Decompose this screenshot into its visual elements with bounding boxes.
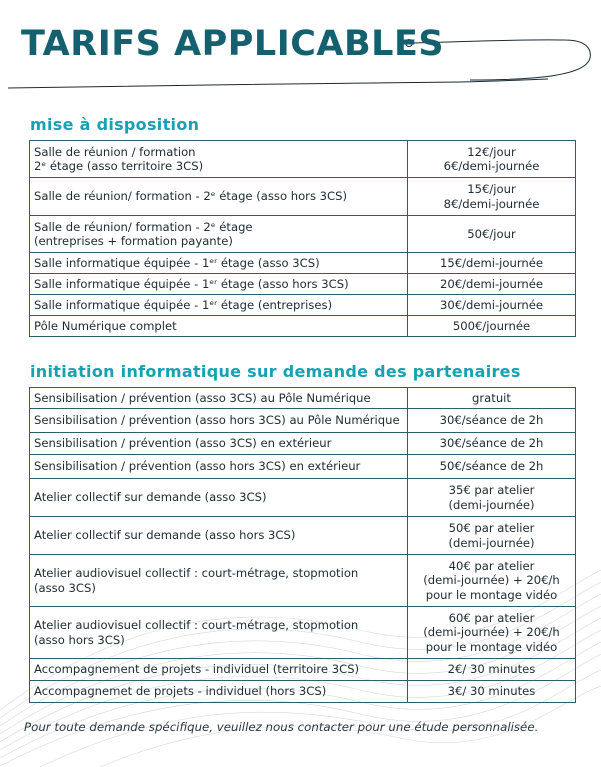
row-description xyxy=(30,253,408,274)
row-price xyxy=(408,316,576,337)
row-price xyxy=(408,659,576,681)
row-description xyxy=(30,274,408,295)
price-line: (demi-journée) xyxy=(448,535,535,550)
row-description xyxy=(30,659,408,681)
price-line: 3€/ 30 minutes xyxy=(447,684,536,699)
row-price xyxy=(408,409,576,433)
row-description xyxy=(30,295,408,316)
row-price xyxy=(408,295,576,316)
footnote: Pour toute demande spécifique, veuillez nous contacter pour une étude personnalisée. xyxy=(24,720,539,734)
row-price xyxy=(408,274,576,295)
row-price xyxy=(408,178,576,216)
description-line: Sensibilisation / prévention (asso 3CS) au Pôle Numérique xyxy=(34,390,371,405)
description-line: Atelier collectif sur demande (asso 3CS) xyxy=(34,490,267,505)
row-description xyxy=(30,555,408,607)
price-line: 15€/jour xyxy=(467,182,516,196)
row-description xyxy=(30,141,408,178)
price-line: 8€/demi-journée xyxy=(443,196,540,211)
description-line: Salle informatique équipée - 1ᵉʳ étage (asso 3CS) xyxy=(34,255,320,270)
row-description xyxy=(30,409,408,433)
table-row xyxy=(30,178,576,216)
price-line: 6€/demi-journée xyxy=(443,159,540,173)
row-description xyxy=(30,517,408,555)
row-price xyxy=(408,216,576,253)
table-row xyxy=(30,517,576,555)
price-line: 500€/journée xyxy=(452,318,531,333)
price-line: 12€/jour xyxy=(467,144,516,159)
description-line: Salle de réunion/ formation - 2ᵉ étage xyxy=(34,219,253,234)
table-row xyxy=(30,253,576,274)
description-line: Salle de réunion/ formation - 2ᵉ étage (asso hors 3CS) xyxy=(34,189,348,204)
table-row xyxy=(30,316,576,337)
table-row xyxy=(30,433,576,455)
price-line: (demi-journée) + 20€/h xyxy=(423,625,560,640)
table-row xyxy=(30,607,576,659)
description-line: Accompagnement de projets - individuel (territoire 3CS) xyxy=(34,662,360,677)
row-price xyxy=(408,517,576,555)
table-row xyxy=(30,216,576,253)
price-line: 35€ par atelier xyxy=(448,483,535,497)
page-title: TARIFS APPLICABLES xyxy=(21,24,445,64)
price-line: 50€/séance de 2h xyxy=(439,459,544,474)
row-description xyxy=(30,681,408,703)
description-line: Atelier audiovisuel collectif : court-métrage, stopmotion xyxy=(34,618,359,632)
table-row xyxy=(30,479,576,517)
row-price xyxy=(408,479,576,517)
price-line: 20€/demi-journée xyxy=(439,276,544,291)
row-price xyxy=(408,388,576,409)
table-row xyxy=(30,295,576,316)
table-row xyxy=(30,274,576,295)
price-line: (demi-journée) + 20€/h xyxy=(423,573,560,588)
description-line: Sensibilisation / prévention (asso hors 3CS) en extérieur xyxy=(34,459,361,474)
table-row xyxy=(30,388,576,409)
description-line: 2ᵉ étage (asso territoire 3CS) xyxy=(34,159,204,173)
price-line: 15€/demi-journée xyxy=(439,255,544,270)
row-description xyxy=(30,607,408,659)
description-line: Salle informatique équipée - 1ᵉʳ étage (entreprises) xyxy=(34,297,333,312)
table-row xyxy=(30,681,576,703)
description-line: Sensibilisation / prévention (asso 3CS) en extérieur xyxy=(34,436,332,451)
description-line: Atelier audiovisuel collectif : court-métrage, stopmotion xyxy=(34,566,359,580)
row-description xyxy=(30,433,408,455)
row-description xyxy=(30,316,408,337)
row-price xyxy=(408,555,576,607)
price-line: 30€/séance de 2h xyxy=(439,413,544,428)
price-line: 40€ par atelier xyxy=(448,558,535,573)
price-line: 60€ par atelier xyxy=(448,610,535,625)
row-price xyxy=(408,141,576,178)
pricing-table-mise-a-disposition xyxy=(29,140,576,337)
description-line: Salle de réunion / formation xyxy=(34,144,196,159)
table-row xyxy=(30,409,576,433)
row-price xyxy=(408,433,576,455)
description-line: Accompagnemet de projets - individuel (hors 3CS) xyxy=(34,684,327,699)
row-description xyxy=(30,216,408,253)
price-line: 50€ par atelier xyxy=(448,521,535,535)
pricing-table-initiation-informatique xyxy=(29,387,576,703)
description-line: Atelier collectif sur demande (asso hors 3CS) xyxy=(34,528,296,543)
description-line: Pôle Numérique complet xyxy=(34,318,177,333)
price-line: 50€/jour xyxy=(467,226,516,241)
table-row xyxy=(30,659,576,681)
description-line: (asso hors 3CS) xyxy=(34,632,125,647)
row-price xyxy=(408,607,576,659)
description-line: Sensibilisation / prévention (asso hors 3CS) au Pôle Numérique xyxy=(34,413,400,428)
table-row xyxy=(30,141,576,178)
price-line: gratuit xyxy=(472,390,511,405)
price-line: 30€/demi-journée xyxy=(439,297,544,312)
row-price xyxy=(408,681,576,703)
description-line: Salle informatique équipée - 1ᵉʳ étage (asso hors 3CS) xyxy=(34,276,349,291)
description-line: (asso 3CS) xyxy=(34,580,96,595)
price-line: 30€/séance de 2h xyxy=(439,436,544,451)
section-title-mise-a-disposition: mise à disposition xyxy=(30,115,200,134)
section-title-initiation-informatique: initiation informatique sur demande des partenaires xyxy=(30,362,521,381)
row-price xyxy=(408,253,576,274)
table-row xyxy=(30,555,576,607)
price-line: pour le montage vidéo xyxy=(425,587,558,602)
table-row xyxy=(30,455,576,479)
price-line: 2€/ 30 minutes xyxy=(447,662,536,677)
price-line: (demi-journée) xyxy=(448,497,535,512)
row-description xyxy=(30,479,408,517)
row-description xyxy=(30,455,408,479)
row-description xyxy=(30,178,408,216)
row-description xyxy=(30,388,408,409)
row-price xyxy=(408,455,576,479)
price-line: pour le montage vidéo xyxy=(425,639,558,654)
description-line: (entreprises + formation payante) xyxy=(34,234,233,248)
